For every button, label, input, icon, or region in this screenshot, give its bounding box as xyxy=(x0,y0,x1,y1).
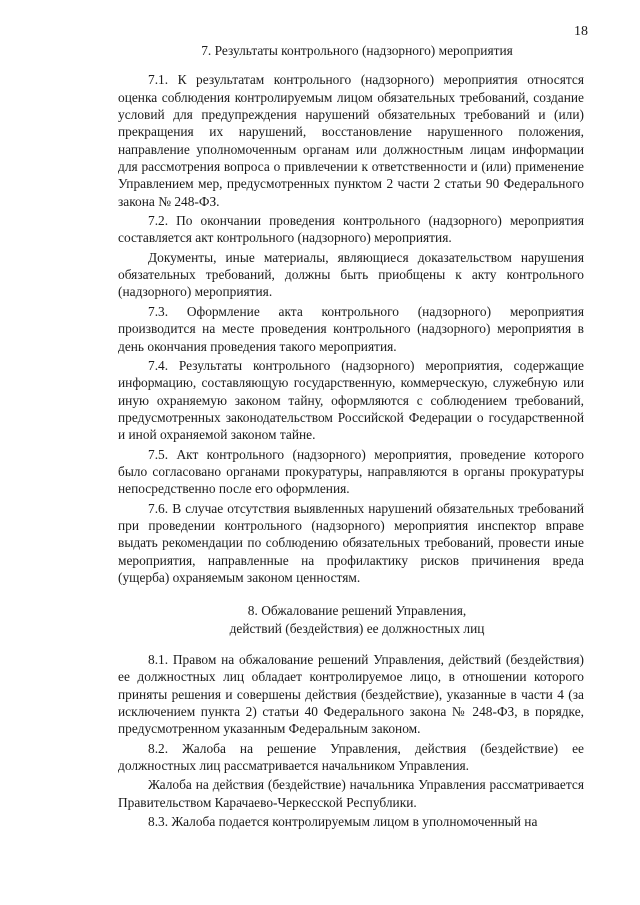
page-number: 18 xyxy=(574,24,588,39)
paragraph-7-3: 7.3. Оформление акта контрольного (надзорного) мероприятия производится на месте проведения контрольного (надзорного) мероприятия в день окончания проведения такого мероприятия. xyxy=(118,303,584,354)
paragraph-8-2-chief: Жалоба на действия (бездействие) начальника Управления рассматривается Правительством Карачаево-Черкесской Республики. xyxy=(118,777,584,810)
paragraph-8-1: 8.1. Правом на обжалование решений Управления, действий (бездействия) ее должностных лиц обладает контролируемое лицо, в отношении которого приняты решения и совершены действия (бездействие), указанные в части 4 (за исключением пункта 2) статьи 40 Федерального закона № 248-ФЗ, в порядке, предусмотренном указанным Федеральным законом. xyxy=(118,652,584,737)
paragraph-8-3: 8.3. Жалоба подается контролируемым лицом в уполномоченный на xyxy=(148,814,538,830)
paragraph-7-2-documents: Документы, иные материалы, являющиеся доказательством нарушения обязательных требований, должны быть приобщены к акту контрольного (надзорного) мероприятия. xyxy=(118,249,584,300)
paragraph-7-5: 7.5. Акт контрольного (надзорного) мероприятия, проведение которого было согласовано органами прокуратуры, направляются в органы прокуратуры непосредственно после его оформления. xyxy=(118,446,584,497)
section-7-heading: 7. Результаты контрольного (надзорного) мероприятия xyxy=(201,43,513,58)
paragraph-7-6: 7.6. В случае отсутствия выявленных нарушений обязательных требований при проведении контрольного (надзорного) мероприятия инспектор вправе выдать рекомендации по соблюдению обязательных требований, провести иные мероприятия, направленные на профилактику рисков причинения вреда (ущерба) охраняемым законом ценностям. xyxy=(118,500,584,585)
paragraph-8-2: 8.2. Жалоба на решение Управления, действия (бездействие) ее должностных лиц рассматривается начальником Управления. xyxy=(118,740,584,774)
document-body xyxy=(118,42,584,832)
paragraph-7-1: 7.1. К результатам контрольного (надзорного) мероприятия относятся оценка соблюдения контролируемым лицом обязательных требований, создание условий для предупреждения нарушений обязательных требований и (или) прекращения их нарушений, восстановление нарушенного положения, направление уполномоченным органам или должностным лицам информации для рассмотрения вопроса о привлечении к ответственности и (или) применение Управлением мер, предусмотренных пунктом 2 части 2 статьи 90 Федерального закона № 248-ФЗ. xyxy=(118,72,584,209)
section-8-heading xyxy=(118,602,584,637)
paragraph-7-2: 7.2. По окончании проведения контрольного (надзорного) мероприятия составляется акт контрольного (надзорного) мероприятия. xyxy=(118,213,584,246)
section-8-heading-line-2: действий (бездействия) ее должностных лиц xyxy=(229,620,485,636)
section-8-heading-line-1: 8. Обжалование решений Управления, xyxy=(247,603,467,619)
paragraph-7-4: 7.4. Результаты контрольного (надзорного) мероприятия, содержащие информацию, составляющую государственную, коммерческую, служебную или иную охраняемую законом тайну, оформляются с соблюдением требований, предусмотренных законодательством Российской Федерации о государственной и иной охраняемой законом тайне. xyxy=(118,357,584,443)
